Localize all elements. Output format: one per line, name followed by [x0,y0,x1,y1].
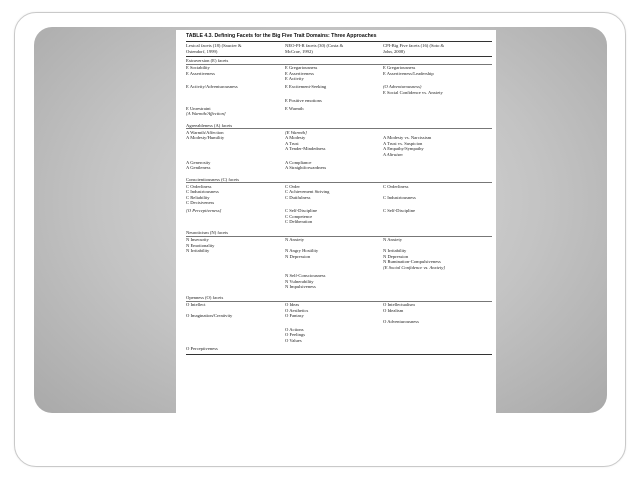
facet-neo: A Compliance [285,159,312,165]
section-rule [186,128,492,129]
facet-neo: C Order [285,183,300,189]
facet-neo: A Modesty [285,135,306,141]
facet-cpi: O Idealism [383,307,404,313]
facet-lexical: E Assertiveness [186,70,215,76]
facet-lexical: E Sociability [186,65,210,70]
facet-cpi: O Intellectualism [383,302,415,308]
facet-lexical: A Gentleness [186,165,211,171]
facet-lexical: N Insecurity [186,237,209,243]
facet-lexical: A Generosity [186,159,211,165]
table-caption: TABLE 4.3. Defining Facets for the Big Five Trait Domains: Three Approaches [186,33,377,39]
facet-cpi: E Gregariousness [383,65,416,70]
facet-cpi: (O Adventurousness) [383,84,422,90]
facet-neo: N Angry Hostility [285,248,319,254]
facet-neo: N Vulnerability [285,278,314,284]
facet-neo: N Anxiety [285,237,305,243]
facet-cpi: C Orderliness [383,183,409,189]
facet-neo: N Depression [285,253,311,259]
facet-neo: C Deliberation [285,219,313,225]
facet-lexical: N Irritability [186,248,210,254]
facet-cpi: N Rumination-Compulsiveness [383,259,441,265]
facet-lexical: C Decisiveness [186,200,215,205]
header-neo-line1: NEO-PI-R facets (30) (Costa & [285,43,344,48]
table-top-rule [186,41,492,42]
facet-cpi: A Trust vs. Suspicion [383,140,423,146]
facet-neo: E Assertiveness [285,70,314,76]
facet-lexical: O Intellect [186,302,206,308]
facet-neo: O Feelings [285,332,306,338]
section-title: Openness (O) facets [186,295,224,301]
facet-neo: O Fantasy [285,313,304,319]
facet-neo: C Self-Discipline [285,208,318,214]
facet-lexical: O Perceptiveness [186,346,218,351]
facet-neo: C Achievement Striving [285,189,330,194]
section-rule [186,182,492,183]
header-bottom-rule [186,56,492,57]
facet-neo: E Activity [285,76,304,81]
facet-cpi: E Social Confidence vs. Anxiety [383,89,443,95]
facet-neo: O Aesthetics [285,307,309,313]
facet-cpi: O Adventurousness [383,318,419,324]
facet-cpi: A Empathy/Sympathy [383,146,424,152]
section-title: Conscientiousness (C) facets [186,176,240,182]
header-cpi-line2: John, 2008) [383,48,405,54]
facet-lexical: E Unrestraint [186,105,211,111]
facet-lexical: [O Perceptiveness] [186,208,222,214]
facet-neo: O Ideas [285,302,300,308]
header-lexical-line1: Lexical facets (18) (Saucier & [186,43,242,48]
facet-cpi: N Irritability [383,248,407,254]
facet-neo: A Straightforwardness [285,165,327,171]
facet-cpi: A Modesty vs. Narcissism [383,135,432,141]
facet-cpi: N Anxiety [383,237,403,243]
facet-cpi: N Depression [383,253,409,259]
facet-neo: E Excitement-Seeking [285,84,327,90]
facet-lexical: C Industriousness [186,189,219,194]
facet-lexical: C Reliability [186,194,210,200]
table-page-image [176,30,496,413]
facet-lexical: C Orderliness [186,183,212,189]
facet-cpi: [E Social Confidence vs. Anxiety] [383,264,446,270]
section-title: Extraversion (E) facets [186,58,229,63]
section-rule [186,236,492,237]
facet-lexical: A Modesty/Humility [186,135,225,141]
facet-cpi: C Industriousness [383,194,416,200]
facet-neo: E Warmth [285,105,304,111]
facet-cpi: C Self-Discipline [383,208,416,214]
facet-lexical: O Imagination/Creativity [186,313,233,319]
section-title: Agreeableness (A) facets [186,122,233,128]
facet-neo: C Dutifulness [285,194,311,200]
table-bottom-rule [186,354,492,355]
facet-lexical: E Activity/Adventurousness [186,84,238,90]
header-cpi-line1: CPI-Big Five facets (16) (Soto & [383,43,445,48]
section-rule [186,301,492,302]
facet-neo: N Self-Consciousness [285,273,326,278]
facet-cpi: A Altruism [383,151,403,157]
facet-cpi: E Assertiveness/Leadership [383,70,434,76]
section-rule [186,64,492,65]
facet-neo: E Gregariousness [285,65,318,70]
facet-neo: A Tender-Mindedness [285,146,326,152]
facet-neo: [E Warmth] [285,129,307,135]
header-neo-line2: McCrae, 1992) [285,48,313,54]
facet-lexical: A Warmth/Affection [186,129,224,135]
section-title: Neuroticism (N) facets [186,230,229,236]
facet-lexical: N Emotionality [186,242,215,248]
facet-neo: N Impulsiveness [285,284,316,289]
facet-lexical: [A Warmth/Affection] [186,111,226,117]
facet-neo: O Values [285,337,302,343]
facet-neo: O Actions [285,326,304,332]
facet-neo: A Trust [285,140,299,146]
facet-neo: C Competence [285,213,313,219]
facet-neo: E Positive emotions [285,97,322,103]
header-lexical-line2: Ostendorf, 1999) [186,48,218,54]
